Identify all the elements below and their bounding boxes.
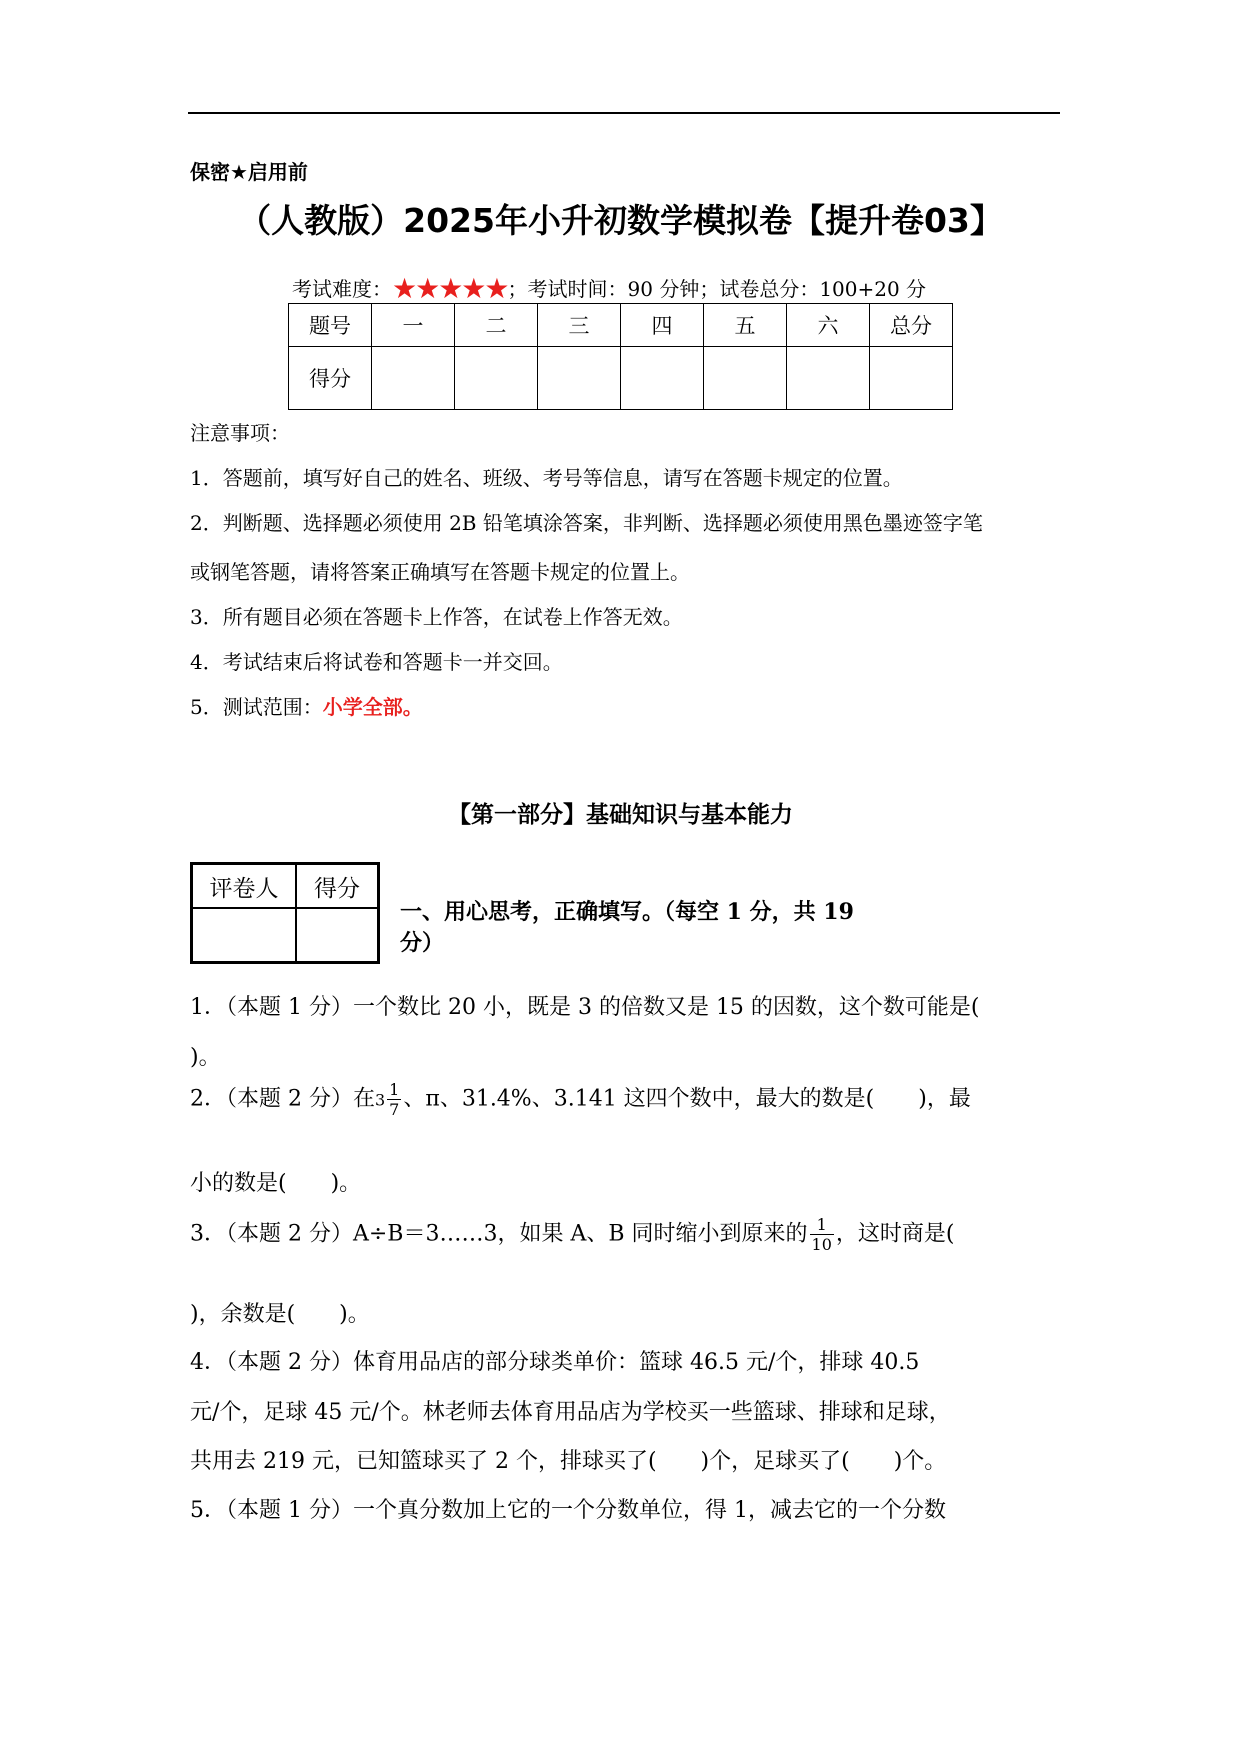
score-row-label: 得分 bbox=[289, 347, 372, 410]
score-header-cell: 二 bbox=[455, 304, 538, 347]
grader-score-cell[interactable] bbox=[296, 908, 379, 963]
question-3 bbox=[190, 1215, 954, 1254]
question-2-rest: 、π、31.4%、3.141 这四个数中，最大的数是( )，最 bbox=[403, 1086, 971, 1112]
scope-value: 小学全部。 bbox=[322, 695, 423, 719]
question-2-cont: 小的数是( )。 bbox=[190, 1171, 362, 1196]
score-table bbox=[288, 303, 953, 410]
question-4: 4．（本题 2 分）体育用品店的部分球类单价：篮球 46.5 元/个，排球 40.5 bbox=[190, 1350, 920, 1375]
score-header-cell: 四 bbox=[621, 304, 704, 347]
score-header-cell: 五 bbox=[704, 304, 787, 347]
note-item-scope bbox=[190, 691, 423, 720]
scope-label: 5．测试范围： bbox=[190, 695, 323, 719]
part-title: 【第一部分】基础知识与基本能力 bbox=[448, 802, 793, 828]
note-item: 或钢笔答题，请将答案正确填写在答题卡规定的位置上。 bbox=[190, 560, 690, 584]
question-1: 1．（本题 1 分）一个数比 20 小，既是 3 的倍数又是 15 的因数，这个数可能是( bbox=[190, 995, 980, 1020]
note-item: 1．答题前，填写好自己的姓名、班级、考号等信息，请写在答题卡规定的位置。 bbox=[190, 466, 903, 490]
header-rule bbox=[188, 112, 1060, 114]
question-3-prefix: 3．（本题 2 分）A÷B＝3……3，如果 A、B 同时缩小到原来的 bbox=[190, 1221, 808, 1247]
fraction-numerator: 1 bbox=[389, 1080, 400, 1099]
question-4-cont: 共用去 219 元，已知篮球买了 2 个，排球买了( )个，足球买了( )个。 bbox=[190, 1449, 947, 1474]
score-input-cell[interactable] bbox=[538, 347, 621, 410]
difficulty-label: 考试难度： bbox=[292, 277, 392, 301]
grader-reviewer-label: 评卷人 bbox=[192, 864, 297, 909]
fraction-denominator: 10 bbox=[811, 1235, 832, 1254]
score-header-cell: 题号 bbox=[289, 304, 372, 347]
score-input-cell[interactable] bbox=[372, 347, 455, 410]
question-3-cont: )，余数是( )。 bbox=[190, 1302, 370, 1327]
fraction bbox=[810, 1215, 834, 1254]
fraction bbox=[387, 1080, 401, 1119]
mixed-number-whole: 3 bbox=[374, 1090, 386, 1110]
confidential-label: 保密★启用前 bbox=[190, 160, 308, 184]
question-3-rest: ，这时商是( bbox=[835, 1221, 955, 1247]
page-title: （人教版）2025年小升初数学模拟卷【提升卷03】 bbox=[238, 201, 1003, 240]
score-header-cell: 六 bbox=[787, 304, 870, 347]
grader-score-label: 得分 bbox=[296, 864, 379, 909]
question-1-cont: )。 bbox=[190, 1045, 221, 1070]
section-title-cont: 分） bbox=[400, 930, 445, 956]
exam-meta bbox=[292, 272, 926, 305]
exam-time-total: ；考试时间：90 分钟；试卷总分：100+20 分 bbox=[507, 277, 927, 301]
difficulty-stars: ★★★★★ bbox=[392, 272, 508, 305]
score-input-cell[interactable] bbox=[621, 347, 704, 410]
question-2 bbox=[190, 1080, 971, 1119]
section-title: 一、用心思考，正确填写。（每空 1 分，共 19 bbox=[400, 899, 854, 925]
note-item: 2．判断题、选择题必须使用 2B 铅笔填涂答案，非判断、选择题必须使用黑色墨迹签字笔 bbox=[190, 511, 983, 535]
score-input-cell[interactable] bbox=[787, 347, 870, 410]
question-2-prefix: 2．（本题 2 分）在 bbox=[190, 1086, 375, 1112]
score-header-cell: 总分 bbox=[870, 304, 953, 347]
fraction-numerator: 1 bbox=[816, 1215, 827, 1234]
question-4-cont: 元/个，足球 45 元/个。林老师去体育用品店为学校买一些篮球、排球和足球， bbox=[190, 1400, 951, 1425]
question-5: 5．（本题 1 分）一个真分数加上它的一个分数单位，得 1，减去它的一个分数 bbox=[190, 1498, 946, 1523]
score-header-cell: 三 bbox=[538, 304, 621, 347]
notes-heading: 注意事项： bbox=[190, 421, 290, 445]
score-input-cell[interactable] bbox=[704, 347, 787, 410]
grader-box bbox=[190, 862, 380, 964]
note-item: 3．所有题目必须在答题卡上作答，在试卷上作答无效。 bbox=[190, 605, 683, 629]
fraction-denominator: 7 bbox=[389, 1100, 400, 1119]
score-input-cell[interactable] bbox=[870, 347, 953, 410]
score-header-cell: 一 bbox=[372, 304, 455, 347]
grader-reviewer-cell[interactable] bbox=[192, 908, 297, 963]
score-input-cell[interactable] bbox=[455, 347, 538, 410]
note-item: 4．考试结束后将试卷和答题卡一并交回。 bbox=[190, 650, 563, 674]
